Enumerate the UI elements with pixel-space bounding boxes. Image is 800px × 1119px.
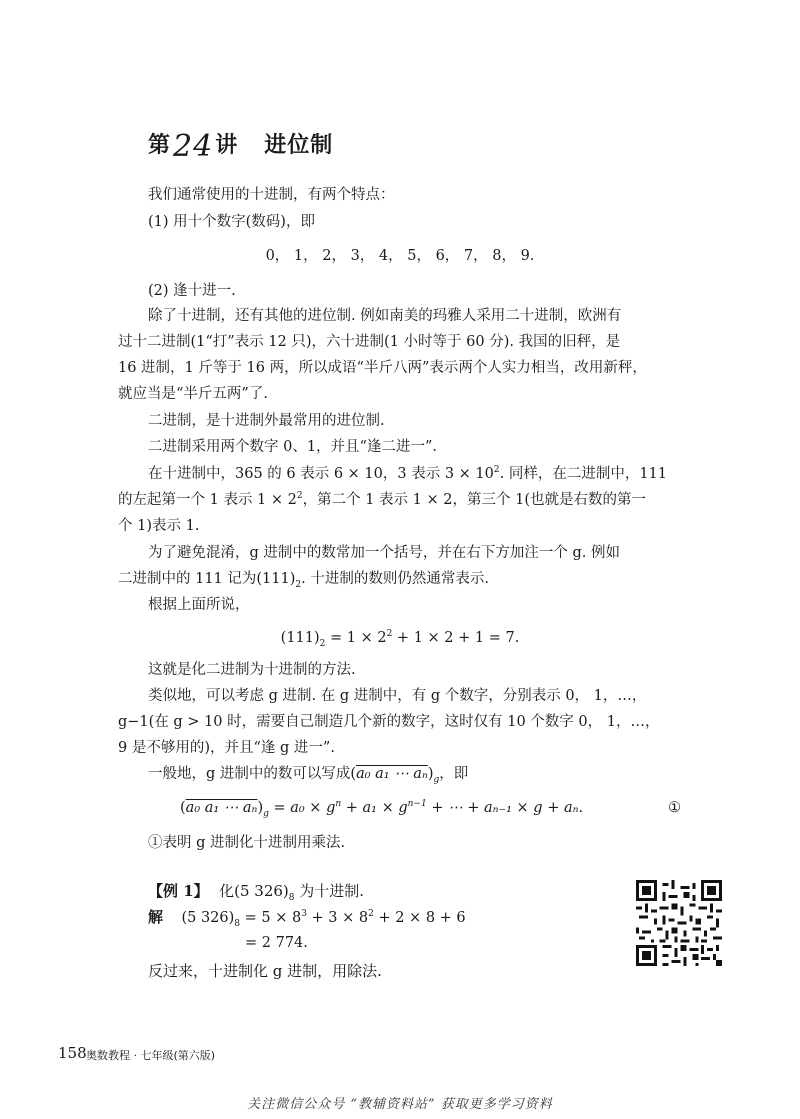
book-title: 奥数教程 · 七年级(第六版) (86, 1049, 216, 1062)
subscript: 8 (234, 918, 241, 929)
subscript: 8 (288, 893, 295, 903)
text: 一般地，g 进制中的数可以写成( (148, 766, 357, 782)
paragraph-place-value-l2 (118, 490, 646, 510)
overlined-digits: a₀ a₁ ⋯ aₙ (185, 800, 258, 816)
paragraph-general-form (148, 764, 468, 784)
paragraph-binary-digits: 二进制采用两个数字 0、1，并且“逢二进一”. (148, 439, 437, 455)
paragraph-other-bases-l2: 过十二进制(1“打”表示 12 只)，六十进制(1 小时等于 60 分). 我国的旧秤，是 (118, 334, 621, 350)
exponent: 2 (368, 909, 374, 920)
exponent: n (335, 799, 342, 810)
example-solution-line2: = 2 774. (245, 935, 308, 951)
equation-marker: ① (668, 800, 681, 816)
paragraph-binary: 二进制，是十进制外最常用的进位制. (148, 413, 385, 429)
text: 在十进制中，365 的 6 表示 6 × 10，3 表示 3 × 10 (148, 466, 494, 482)
overlined-digits: a₀ a₁ ⋯ aₙ (356, 766, 428, 782)
watermark-text: 关注微信公众号 “教辅资料站” 获取更多学习资料 (247, 1097, 553, 1112)
exponent: 3 (301, 909, 307, 920)
page-title (148, 128, 333, 164)
paragraph-intro: 我们通常使用的十进制，有两个特点： (148, 187, 395, 203)
paragraph-multiplication: ①表明 g 进制化十进制用乘法. (148, 835, 346, 851)
text: = 5 × 8 (240, 910, 302, 926)
paragraph-other-bases-l1: 除了十进制，还有其他的进位制. 例如南美的玛雅人采用二十进制，欧洲有 (148, 308, 622, 324)
paragraph-item2: (2) 逢十进一. (148, 283, 236, 299)
text: + a₁ × g (341, 800, 408, 816)
text: ，即 (439, 766, 469, 782)
text: 的左起第一个 1 表示 1 × 2 (118, 492, 297, 508)
title-prefix: 第 (148, 132, 172, 158)
exponent: 2 (386, 629, 393, 640)
paragraph-other-bases-l3: 16 进制，1 斤等于 16 两，所以成语“半斤八两”表示两个人实力相当，改用新秤， (118, 360, 647, 376)
text: 为十进制. (294, 882, 365, 900)
subscript: g (433, 774, 440, 785)
paragraph-accordingly: 根据上面所说， (148, 597, 250, 613)
text: + 3 × 8 (306, 910, 369, 926)
paragraph-g-base-l3: 9 是不够用的)，并且“逢 g 进一”. (118, 740, 335, 756)
text: 化(5 326) (219, 882, 289, 900)
text: ( (180, 800, 186, 816)
text: + 2 × 8 + 6 (373, 910, 466, 926)
paragraph-g-base-l2: g−1(在 g > 10 时，需要自己制造几个新的数字，这时仅有 10 个数字 0， 1，…， (118, 714, 660, 730)
paragraph-notation-l2 (118, 569, 489, 589)
text: 二进制中的 111 记为(111) (118, 571, 296, 587)
text: ，第二个 1 表示 1 × 2，第三个 1(也就是右数的第一 (302, 492, 646, 508)
exponent: 2 (493, 465, 500, 476)
subscript: g (263, 808, 269, 819)
text: ) (427, 766, 434, 782)
text: + ⋯ + aₙ₋₁ × g + aₙ. (426, 800, 584, 816)
example-label: 【例 1】 (148, 882, 209, 900)
exponent: n−1 (407, 799, 427, 810)
paragraph-place-value-l3: 个 1)表示 1. (118, 518, 200, 534)
equation-general-expansion (180, 798, 583, 818)
text: = 1 × 2 (325, 630, 387, 646)
example-solution-line1 (148, 907, 466, 928)
paragraph-g-base-l1: 类似地，可以考虑 g 进制. 在 g 进制中，有 g 个数字，分别表示 0， 1，…， (148, 688, 647, 704)
subscript: 2 (295, 579, 302, 590)
qr-code (636, 880, 722, 966)
equation-binary-conversion (0, 628, 800, 648)
paragraph-division: 反过来，十进制化 g 进制，用除法. (148, 962, 382, 980)
text: ) (257, 800, 264, 816)
text: . 同样，在二进制中，111 (499, 466, 668, 482)
exponent: 2 (296, 491, 303, 502)
paragraph-other-bases-l4: 就应当是“半斤五两”了. (118, 386, 268, 402)
lecture-number: 24 (173, 129, 214, 164)
digits-line: 0， 1， 2， 3， 4， 5， 6， 7， 8， 9. (265, 248, 535, 264)
text: (111) (280, 630, 320, 646)
paragraph-notation-l1: 为了避免混淆，g 进制中的数常加一个括号，并在右下方加注一个 g. 例如 (148, 545, 620, 561)
example-task (148, 880, 364, 901)
text: . 十进制的数则仍然通常表示. (301, 571, 489, 587)
paragraph-place-value-l1 (148, 464, 667, 484)
subscript: 2 (319, 638, 326, 649)
lecture-topic: 进位制 (264, 132, 334, 158)
title-suffix: 讲 (215, 132, 239, 158)
page-number: 158 (58, 1044, 87, 1062)
text: = a₀ × g (268, 800, 336, 816)
solution-label: 解 (148, 908, 164, 926)
text: (5 326) (181, 910, 235, 926)
text: + 1 × 2 + 1 = 7. (392, 630, 520, 646)
paragraph-item1: (1) 用十个数字(数码)，即 (148, 214, 315, 230)
paragraph-method: 这就是化二进制为十进制的方法. (148, 662, 356, 678)
